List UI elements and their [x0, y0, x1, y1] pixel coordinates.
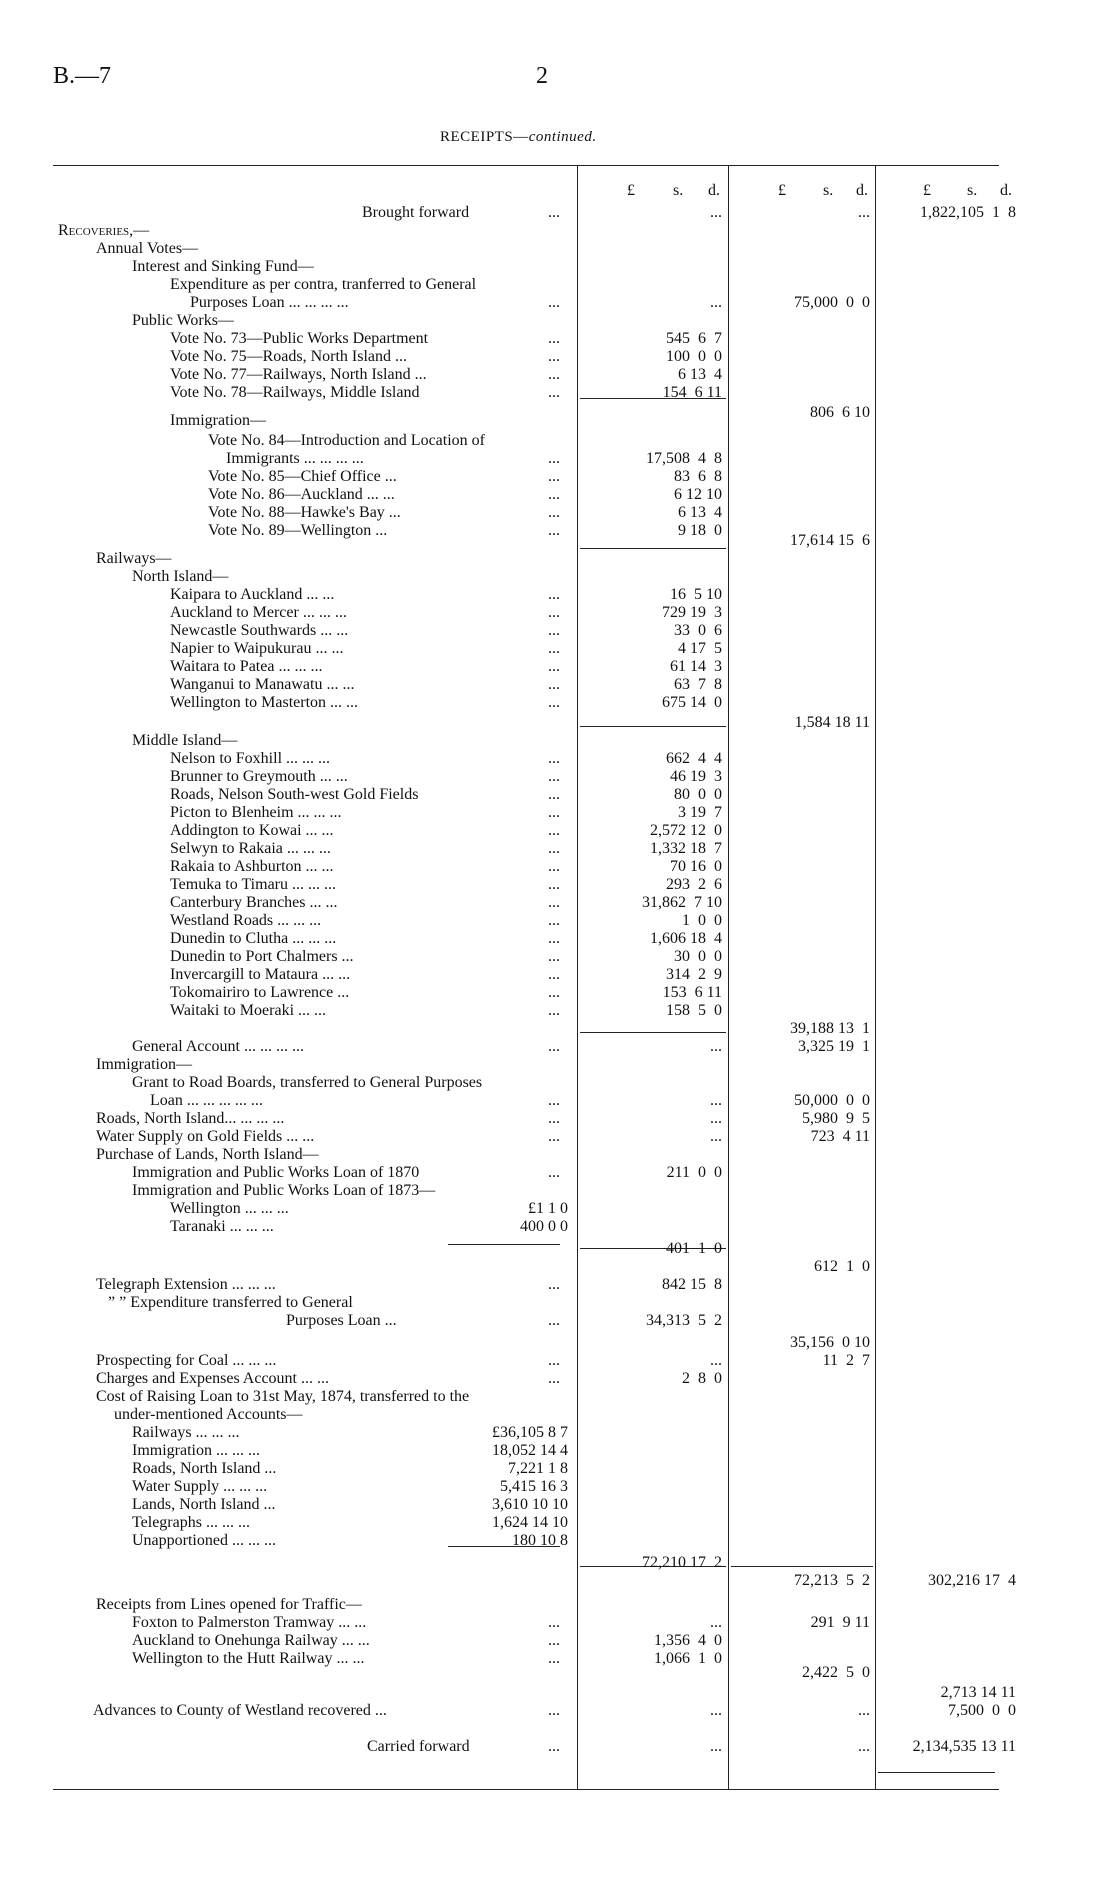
leader-dots: ... [548, 366, 560, 383]
row-label: Waitara to Patea ... ... ... [170, 658, 323, 675]
row-label: Roads, North Island ... [132, 1460, 277, 1477]
leader-dots: ... [548, 522, 560, 539]
column-divider-1 [577, 165, 578, 1789]
leader-dots: ... [548, 1128, 560, 1145]
amount-c1: 1 0 0 [682, 912, 722, 929]
amount-c1: 729 19 3 [662, 604, 722, 621]
row-label: Recoveries,— [58, 222, 150, 239]
amount-c2: 39,188 13 1 [790, 1020, 870, 1037]
row-label: Selwyn to Rakaia ... ... ... [170, 840, 331, 857]
column-head-c1-2: d. [708, 182, 720, 199]
amount-c1: ... [710, 1702, 722, 1719]
leader-dots: ... [548, 1614, 560, 1631]
leader-dots: ... [548, 204, 560, 221]
amount-c2: ... [858, 204, 870, 221]
amount-c1: ... [710, 294, 722, 311]
row-label: Railways— [96, 550, 172, 567]
column-head-c2-1: s. [823, 182, 834, 199]
amount-c1: 9 18 0 [678, 522, 722, 539]
sub-amount: 3,610 10 10 [492, 1496, 568, 1513]
sum-rule-1 [580, 548, 726, 549]
row-label: Railways ... ... ... [132, 1424, 240, 1441]
row-label: Lands, North Island ... [132, 1496, 276, 1513]
document-reference: B.—7 [53, 63, 112, 89]
leader-dots: ... [548, 640, 560, 657]
row-label: Carried forward [367, 1738, 470, 1755]
row-label: Brunner to Greymouth ... ... [170, 768, 348, 785]
amount-c2: ... [858, 1738, 870, 1755]
row-label: Wellington to the Hutt Railway ... ... [132, 1650, 365, 1667]
leader-dots: ... [548, 1276, 560, 1293]
leader-dots: ... [548, 858, 560, 875]
leader-dots: ... [548, 912, 560, 929]
column-divider-3 [875, 165, 876, 1789]
amount-c1: ... [710, 1614, 722, 1631]
amount-c1: 662 4 4 [666, 750, 722, 767]
leader-dots: ... [548, 1650, 560, 1667]
leader-dots: ... [548, 330, 560, 347]
row-label: Picton to Blenheim ... ... ... [170, 804, 342, 821]
row-label: Telegraphs ... ... ... [132, 1514, 250, 1531]
amount-c1: 675 14 0 [662, 694, 722, 711]
leader-dots: ... [548, 948, 560, 965]
row-label: Rakaia to Ashburton ... ... [170, 858, 334, 875]
row-label: Canterbury Branches ... ... [170, 894, 338, 911]
row-label: Prospecting for Coal ... ... ... [96, 1352, 277, 1369]
amount-c1: 46 19 3 [670, 768, 722, 785]
leader-dots: ... [548, 1164, 560, 1181]
row-label: Vote No. 78—Railways, Middle Island [170, 384, 420, 401]
column-head-c2-2: d. [856, 182, 868, 199]
amount-c1: 1,356 4 0 [654, 1632, 722, 1649]
amount-c3: 1,822,105 1 8 [920, 204, 1016, 221]
column-head-c3-0: £ [923, 182, 931, 199]
amount-c1: 31,862 7 10 [642, 894, 722, 911]
row-label: Grant to Road Boards, transferred to General Purposes [132, 1074, 483, 1091]
row-label: Dunedin to Port Chalmers ... [170, 948, 354, 965]
amount-c1: ... [710, 1352, 722, 1369]
table-top-rule [53, 165, 999, 166]
page-title-main: RECEIPTS— [440, 129, 529, 145]
amount-c1: 314 2 9 [666, 966, 722, 983]
amount-c1: 1,332 18 7 [650, 840, 722, 857]
leader-dots: ... [548, 486, 560, 503]
row-label: Auckland to Onehunga Railway ... ... [132, 1632, 370, 1649]
leader-dots: ... [548, 450, 560, 467]
leader-dots: ... [548, 1312, 560, 1329]
page-number: 2 [536, 63, 548, 89]
row-label: Vote No. 84—Introduction and Location of [208, 432, 485, 449]
sum-rule-9 [878, 1772, 995, 1773]
leader-dots: ... [548, 1352, 560, 1369]
row-label: Foxton to Palmerston Tramway ... ... [132, 1614, 367, 1631]
amount-c1: 33 0 6 [674, 622, 722, 639]
amount-c1: 6 13 4 [678, 366, 722, 383]
leader-dots: ... [548, 676, 560, 693]
row-label: Nelson to Foxhill ... ... ... [170, 750, 331, 767]
column-head-c3-1: s. [967, 182, 978, 199]
row-label: Napier to Waipukurau ... ... [170, 640, 344, 657]
leader-dots: ... [548, 586, 560, 603]
row-label: Roads, North Island... ... ... ... [96, 1110, 285, 1127]
amount-c1: 293 2 6 [666, 876, 722, 893]
amount-c1: 34,313 5 2 [646, 1312, 722, 1329]
amount-c1: 158 5 0 [666, 1002, 722, 1019]
row-label: Westland Roads ... ... ... [170, 912, 322, 929]
leader-dots: ... [548, 622, 560, 639]
row-label: Wanganui to Manawatu ... ... [170, 676, 355, 693]
page-title [440, 128, 597, 146]
row-label: Advances to County of Westland recovered ... [93, 1702, 387, 1719]
row-label: Brought forward [362, 204, 470, 221]
row-label: Immigrants ... ... ... ... [226, 450, 364, 467]
amount-c3: 7,500 0 0 [948, 1702, 1016, 1719]
leader-dots: ... [548, 930, 560, 947]
amount-c2: 11 2 7 [822, 1352, 870, 1369]
amount-c1: ... [710, 1738, 722, 1755]
amount-c1: ... [710, 1092, 722, 1109]
amount-c1: 70 16 0 [670, 858, 722, 875]
amount-c2: 612 1 0 [814, 1258, 870, 1275]
row-label: Receipts from Lines opened for Traffic— [96, 1596, 362, 1613]
amount-c2: 72,213 5 2 [794, 1572, 870, 1589]
row-label: Vote No. 86—Auckland ... ... [208, 486, 395, 503]
row-label: Roads, Nelson South-west Gold Fields [170, 786, 419, 803]
sub-amount: 1,624 14 10 [492, 1514, 568, 1531]
row-label: Vote No. 89—Wellington ... [208, 522, 388, 539]
leader-dots: ... [548, 1702, 560, 1719]
amount-c2: 723 4 11 [810, 1128, 870, 1145]
amount-c1: ... [710, 1038, 722, 1055]
leader-dots: ... [548, 840, 560, 857]
row-label: Immigration and Public Works Loan of 1873— [132, 1182, 436, 1199]
row-label: Addington to Kowai ... ... [170, 822, 334, 839]
sum-rule-3 [580, 1032, 726, 1033]
sum-rule-7 [448, 1244, 560, 1245]
amount-c2: 50,000 0 0 [794, 1092, 870, 1109]
amount-c1: 1,066 1 0 [654, 1650, 722, 1667]
column-head-c2-0: £ [778, 182, 786, 199]
row-label: Purchase of Lands, North Island— [96, 1146, 319, 1163]
row-label: Telegraph Extension ... ... ... [96, 1276, 276, 1293]
amount-c1: 4 17 5 [678, 640, 722, 657]
row-label: Immigration— [96, 1056, 192, 1073]
leader-dots: ... [548, 804, 560, 821]
amount-c1: ... [710, 204, 722, 221]
row-label: Vote No. 85—Chief Office ... [208, 468, 397, 485]
amount-c3: 2,713 14 11 [940, 1684, 1016, 1701]
sum-rule-2 [580, 726, 726, 727]
column-divider-2 [728, 165, 729, 1789]
row-label: Annual Votes— [96, 240, 199, 257]
amount-c1: 154 6 11 [662, 384, 722, 401]
leader-dots: ... [548, 876, 560, 893]
leader-dots: ... [548, 984, 560, 1001]
amount-c1: 100 0 0 [666, 348, 722, 365]
amount-c1: 83 6 8 [674, 468, 722, 485]
row-label: under-mentioned Accounts— [114, 1406, 303, 1423]
leader-dots: ... [548, 750, 560, 767]
row-label: Expenditure as per contra, tranferred to General [170, 276, 477, 293]
amount-c2: ... [858, 1702, 870, 1719]
row-label: Wellington to Masterton ... ... [170, 694, 359, 711]
amount-c2: 2,422 5 0 [802, 1664, 870, 1681]
sub-amount: £36,105 8 7 [492, 1424, 568, 1441]
amount-c1: ... [710, 1110, 722, 1127]
sub-amount: 5,415 16 3 [500, 1478, 568, 1495]
amount-c1: 1,606 18 4 [650, 930, 722, 947]
row-label: ” ” Expenditure transferred to General [108, 1294, 353, 1311]
amount-c1: 6 13 4 [678, 504, 722, 521]
leader-dots: ... [548, 768, 560, 785]
row-label: Newcastle Southwards ... ... [170, 622, 349, 639]
sub-amount: 400 0 0 [520, 1218, 568, 1235]
amount-c1: 211 0 0 [666, 1164, 722, 1181]
row-label: Dunedin to Clutha ... ... ... [170, 930, 337, 947]
row-label: Waitaki to Moeraki ... ... [170, 1002, 327, 1019]
leader-dots: ... [548, 384, 560, 401]
amount-c2: 806 6 10 [810, 404, 870, 421]
amount-c1: 80 0 0 [674, 786, 722, 803]
row-label: Charges and Expenses Account ... ... [96, 1370, 329, 1387]
row-label: Public Works— [132, 312, 234, 329]
table-bottom-rule [53, 1789, 999, 1790]
leader-dots: ... [548, 1092, 560, 1109]
amount-c2: 17,614 15 6 [790, 532, 870, 549]
row-label: Immigration and Public Works Loan of 1870 [132, 1164, 420, 1181]
row-label: Vote No. 77—Railways, North Island ... [170, 366, 427, 383]
leader-dots: ... [548, 468, 560, 485]
column-head-c1-1: s. [673, 182, 684, 199]
leader-dots: ... [548, 604, 560, 621]
row-label: Purposes Loan ... ... ... ... [190, 294, 349, 311]
row-label: Loan ... ... ... ... ... [150, 1092, 263, 1109]
amount-c1: 72,210 17 2 [642, 1554, 722, 1571]
column-head-c1-0: £ [627, 182, 635, 199]
amount-c1: 2 8 0 [682, 1370, 722, 1387]
page-title-italic: continued. [528, 129, 597, 145]
row-label: Taranaki ... ... ... [170, 1218, 274, 1235]
column-head-c3-2: d. [1000, 182, 1012, 199]
amount-c1: 401 1 0 [666, 1240, 722, 1257]
row-label: Vote No. 88—Hawke's Bay ... [208, 504, 401, 521]
sub-amount: 180 10 8 [512, 1532, 568, 1549]
row-label: Cost of Raising Loan to 31st May, 1874, transferred to the [96, 1388, 470, 1405]
leader-dots: ... [548, 694, 560, 711]
amount-c1: 842 15 8 [662, 1276, 722, 1293]
amount-c2: 1,584 18 11 [794, 714, 870, 731]
leader-dots: ... [548, 966, 560, 983]
amount-c1: 3 19 7 [678, 804, 722, 821]
amount-c1: ... [710, 1128, 722, 1145]
row-label: Temuka to Timaru ... ... ... [170, 876, 336, 893]
row-label: Water Supply on Gold Fields ... ... [96, 1128, 315, 1145]
leader-dots: ... [548, 294, 560, 311]
leader-dots: ... [548, 1370, 560, 1387]
row-label: Invercargill to Mataura ... ... [170, 966, 351, 983]
amount-c2: 3,325 19 1 [798, 1038, 870, 1055]
leader-dots: ... [548, 894, 560, 911]
row-label: North Island— [132, 568, 229, 585]
leader-dots: ... [548, 1110, 560, 1127]
amount-c1: 61 14 3 [670, 658, 722, 675]
leader-dots: ... [548, 1002, 560, 1019]
row-label: Unapportioned ... ... ... [132, 1532, 276, 1549]
sub-amount: 18,052 14 4 [492, 1442, 568, 1459]
row-label: Vote No. 75—Roads, North Island ... [170, 348, 408, 365]
leader-dots: ... [548, 822, 560, 839]
amount-c1: 6 12 10 [674, 486, 722, 503]
sub-amount: 7,221 1 8 [508, 1460, 568, 1477]
amount-c1: 545 6 7 [666, 330, 722, 347]
amount-c3: 302,216 17 4 [928, 1572, 1016, 1589]
sub-amount: £1 1 0 [528, 1200, 568, 1217]
amount-c1: 2,572 12 0 [650, 822, 722, 839]
leader-dots: ... [548, 1632, 560, 1649]
row-label: Interest and Sinking Fund— [132, 258, 314, 275]
amount-c2: 35,156 0 10 [790, 1334, 870, 1351]
row-label: Auckland to Mercer ... ... ... [170, 604, 347, 621]
row-label: General Account ... ... ... ... [132, 1038, 304, 1055]
amount-c1: 153 6 11 [662, 984, 722, 1001]
row-label: Immigration— [170, 412, 266, 429]
amount-c2: 291 9 11 [810, 1614, 870, 1631]
row-label: Immigration ... ... ... [132, 1442, 260, 1459]
leader-dots: ... [548, 348, 560, 365]
sum-rule-6 [731, 1566, 873, 1567]
amount-c2: 75,000 0 0 [794, 294, 870, 311]
row-label: Wellington ... ... ... [170, 1200, 289, 1217]
row-label: Water Supply ... ... ... [132, 1478, 268, 1495]
leader-dots: ... [548, 1038, 560, 1055]
row-label: Purposes Loan ... [286, 1312, 397, 1329]
row-label: Middle Island— [132, 732, 238, 749]
amount-c1: 17,508 4 8 [646, 450, 722, 467]
amount-c1: 30 0 0 [674, 948, 722, 965]
leader-dots: ... [548, 1738, 560, 1755]
amount-c1: 16 5 10 [670, 586, 722, 603]
amount-c2: 5,980 9 5 [802, 1110, 870, 1127]
row-label: Tokomairiro to Lawrence ... [170, 984, 350, 1001]
row-label: Vote No. 73—Public Works Department [170, 330, 429, 347]
row-label: Kaipara to Auckland ... ... [170, 586, 335, 603]
leader-dots: ... [548, 504, 560, 521]
amount-c1: 63 7 8 [674, 676, 722, 693]
leader-dots: ... [548, 658, 560, 675]
leader-dots: ... [548, 786, 560, 803]
amount-c3: 2,134,535 13 11 [912, 1738, 1016, 1755]
